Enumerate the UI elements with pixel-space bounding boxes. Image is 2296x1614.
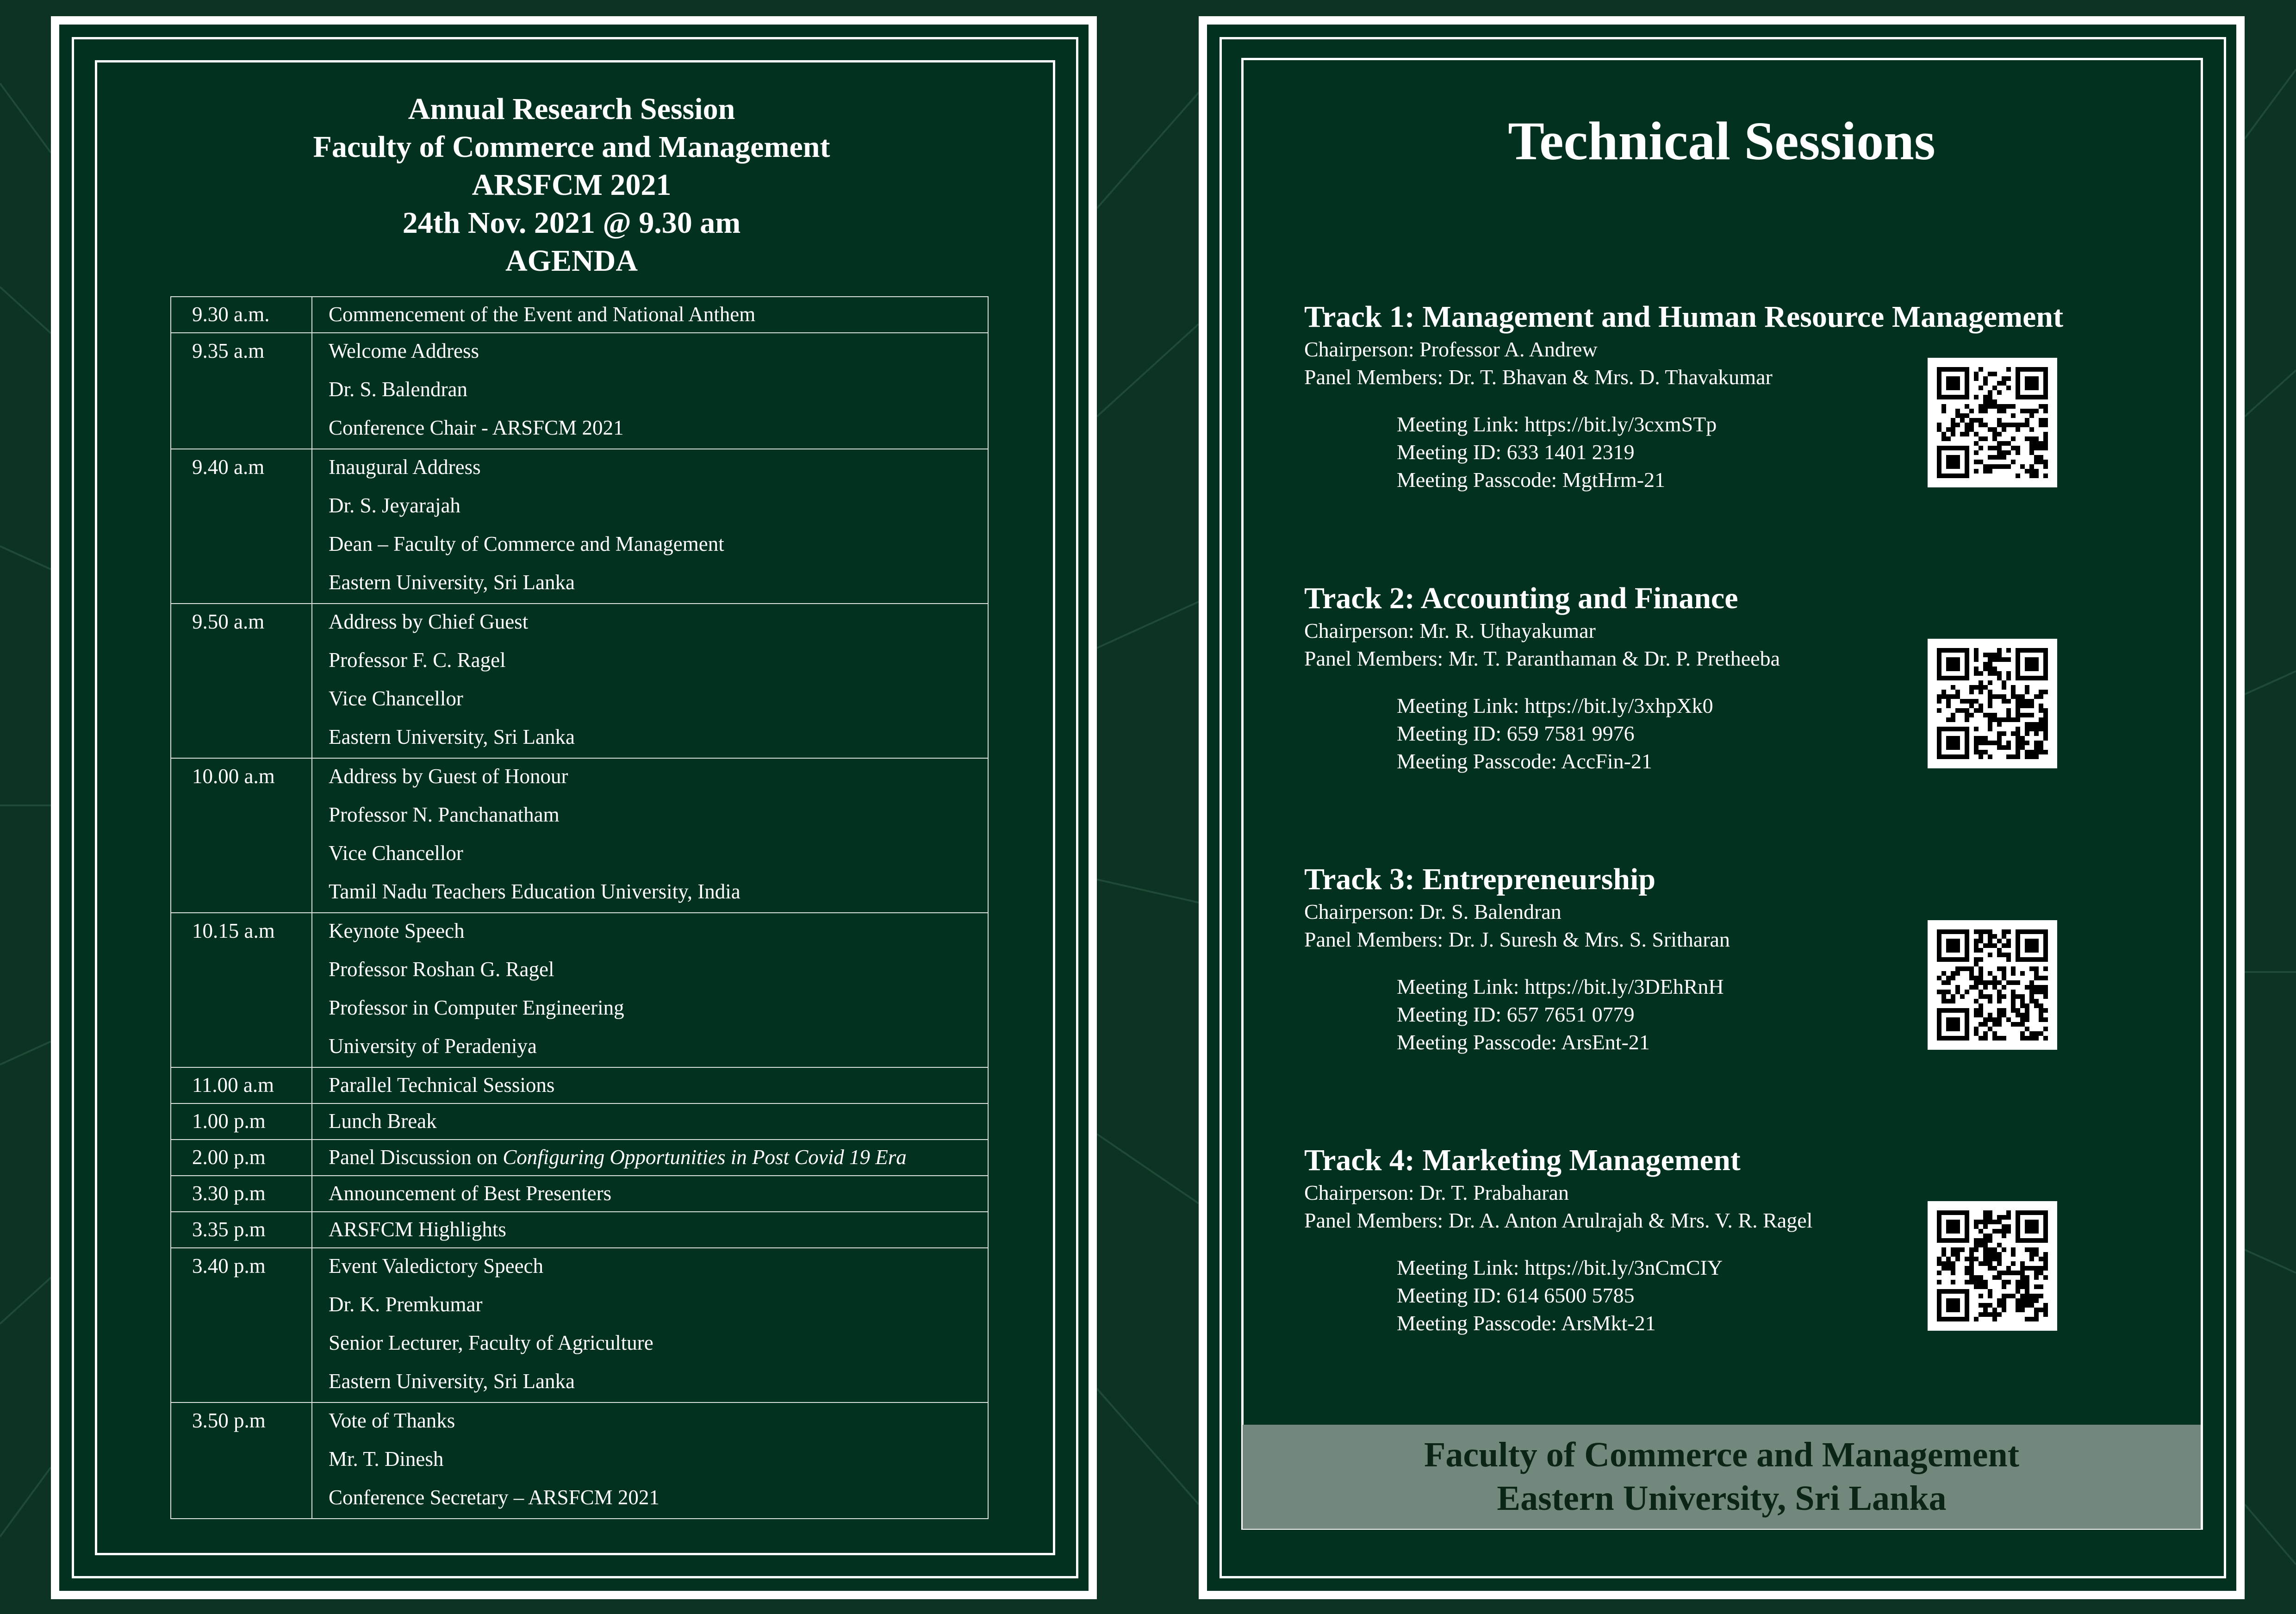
event-title: Annual Research Session	[408, 92, 735, 126]
qr-code-icon	[1928, 1201, 2057, 1331]
agenda-details: ARSFCM Highlights	[312, 1212, 988, 1248]
agenda-row	[171, 1212, 988, 1248]
agenda-time: 9.50 a.m	[171, 604, 312, 758]
agenda-header	[51, 90, 1092, 280]
agenda-details: Welcome Address Dr. S. Balendran Conference Chair - ARSFCM 2021	[312, 333, 988, 449]
agenda-table	[170, 296, 989, 1519]
track-title: Track 2: Accounting and Finance	[1304, 581, 1738, 615]
agenda-details: Parallel Technical Sessions	[312, 1067, 988, 1103]
agenda-row	[171, 1067, 988, 1103]
chairperson: Chairperson: Dr. T. Prabaharan	[1304, 1181, 1569, 1204]
agenda-time: 10.00 a.m	[171, 758, 312, 913]
qr-code-icon	[1928, 920, 2057, 1050]
panel-members: Panel Members: Dr. T. Bhavan & Mrs. D. Thavakumar	[1304, 365, 1773, 389]
meeting-id: Meeting ID: 657 7651 0779	[1397, 1003, 1635, 1026]
qr-code-icon	[1928, 639, 2057, 768]
agenda-details: Address by Chief Guest Professor F. C. Ragel Vice Chancellor Eastern University, Sri Lanka	[312, 604, 988, 758]
agenda-row	[171, 333, 988, 449]
agenda-row	[171, 1103, 988, 1140]
agenda-time: 3.30 p.m	[171, 1176, 312, 1212]
track-title: Track 3: Entrepreneurship	[1304, 862, 1656, 896]
track-title: Track 4: Marketing Management	[1304, 1143, 1741, 1177]
agenda-details: Event Valedictory Speech Dr. K. Premkumar Senior Lecturer, Faculty of Agriculture Eastern University, Sri Lanka	[312, 1248, 988, 1402]
agenda-details: Vote of Thanks Mr. T. Dinesh Conference Secretary – ARSFCM 2021	[312, 1402, 988, 1519]
agenda-time: 10.15 a.m	[171, 913, 312, 1067]
footer-banner	[1243, 1425, 2201, 1529]
agenda-row	[171, 604, 988, 758]
footer-faculty: Faculty of Commerce and Management	[1424, 1435, 2020, 1474]
agenda-details: Announcement of Best Presenters	[312, 1176, 988, 1212]
track-2	[1304, 580, 2202, 775]
agenda-row	[171, 1248, 988, 1402]
agenda-row	[171, 758, 988, 913]
technical-sessions-title: Technical Sessions	[1508, 111, 1935, 171]
meeting-link[interactable]: Meeting Link: https://bit.ly/3nCmCIY	[1397, 1256, 1723, 1279]
panel-discussion-label: Panel Discussion on	[329, 1146, 503, 1169]
agenda-time: 1.00 p.m	[171, 1103, 312, 1140]
agenda-time: 3.50 p.m	[171, 1402, 312, 1519]
agenda-details: Address by Guest of Honour Professor N. Panchanatham Vice Chancellor Tamil Nadu Teachers Education University, India	[312, 758, 988, 913]
track-title: Track 1: Management and Human Resource Management	[1304, 300, 2064, 334]
agenda-details: Commencement of the Event and National Anthem	[312, 297, 988, 333]
meeting-passcode: Meeting Passcode: AccFin-21	[1397, 749, 1652, 773]
meeting-passcode: Meeting Passcode: ArsMkt-21	[1397, 1311, 1656, 1335]
event-date: 24th Nov. 2021 @ 9.30 am	[402, 206, 741, 240]
agenda-details: Lunch Break	[312, 1103, 988, 1140]
agenda-time: 9.35 a.m	[171, 333, 312, 449]
track-1	[1304, 299, 2202, 494]
agenda-row	[171, 297, 988, 333]
panel-members: Panel Members: Dr. J. Suresh & Mrs. S. Sritharan	[1304, 928, 1730, 951]
track-3	[1304, 861, 2202, 1056]
agenda-time: 11.00 a.m	[171, 1067, 312, 1103]
chairperson: Chairperson: Mr. R. Uthayakumar	[1304, 619, 1596, 642]
agenda-time: 9.30 a.m.	[171, 297, 312, 333]
panel-members: Panel Members: Dr. A. Anton Arulrajah & Mrs. V. R. Ragel	[1304, 1209, 1813, 1232]
panel-discussion-topic: Configuring Opportunities in Post Covid 19 Era	[503, 1146, 907, 1169]
meeting-link[interactable]: Meeting Link: https://bit.ly/3cxmSTp	[1397, 412, 1717, 436]
agenda-row	[171, 913, 988, 1067]
agenda-time: 3.35 p.m	[171, 1212, 312, 1248]
meeting-id: Meeting ID: 633 1401 2319	[1397, 440, 1635, 464]
agenda-details: Keynote Speech Professor Roshan G. Ragel Professor in Computer Engineering University of Peradeniya	[312, 913, 988, 1067]
event-code: ARSFCM 2021	[472, 168, 672, 202]
meeting-id: Meeting ID: 614 6500 5785	[1397, 1284, 1635, 1307]
agenda-time: 3.40 p.m	[171, 1248, 312, 1402]
agenda-heading: AGENDA	[505, 244, 638, 278]
footer-university: Eastern University, Sri Lanka	[1497, 1479, 1947, 1518]
agenda-details: Inaugural Address Dr. S. Jeyarajah Dean – Faculty of Commerce and Management Eastern University, Sri Lanka	[312, 449, 988, 604]
agenda-row	[171, 1140, 988, 1176]
agenda-row	[171, 449, 988, 604]
agenda-row	[171, 1402, 988, 1519]
panel-members: Panel Members: Mr. T. Paranthaman & Dr. P. Pretheeba	[1304, 647, 1780, 670]
meeting-link[interactable]: Meeting Link: https://bit.ly/3DEhRnH	[1397, 975, 1724, 998]
agenda-row	[171, 1176, 988, 1212]
agenda-time: 9.40 a.m	[171, 449, 312, 604]
meeting-id: Meeting ID: 659 7581 9976	[1397, 722, 1635, 745]
chairperson: Chairperson: Dr. S. Balendran	[1304, 900, 1562, 923]
faculty-name: Faculty of Commerce and Management	[313, 130, 830, 164]
track-4	[1304, 1142, 2202, 1337]
meeting-passcode: Meeting Passcode: MgtHrm-21	[1397, 468, 1666, 492]
chairperson: Chairperson: Professor A. Andrew	[1304, 337, 1598, 361]
meeting-link[interactable]: Meeting Link: https://bit.ly/3xhpXk0	[1397, 694, 1713, 717]
meeting-passcode: Meeting Passcode: ArsEnt-21	[1397, 1030, 1650, 1054]
agenda-time: 2.00 p.m	[171, 1140, 312, 1176]
agenda-details	[312, 1140, 988, 1176]
qr-code-icon	[1928, 358, 2057, 487]
